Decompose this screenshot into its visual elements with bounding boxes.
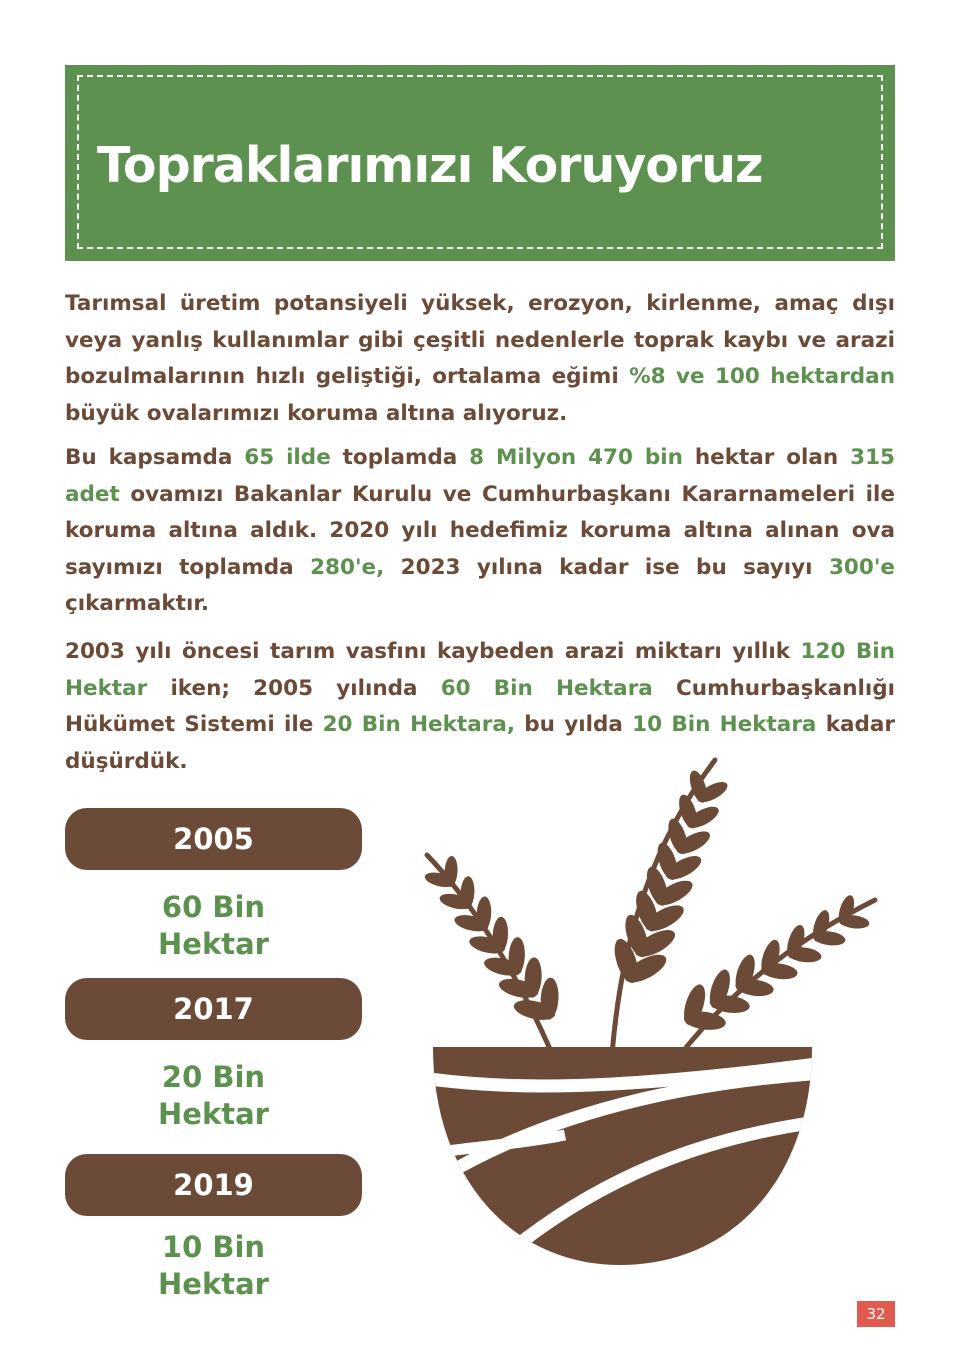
body-text-segment: iken; 2005 yılında [147,675,441,701]
amount-2005-value: 60 Bin [161,890,266,924]
highlight-text: %8 ve 100 hektardan [629,364,896,390]
year-badge-2017: 2017 [65,978,362,1040]
highlight-text: 300'e [828,554,895,580]
amount-2005-unit: Hektar [158,927,269,961]
page-number: 32 [857,1301,895,1327]
body-text-segment: Cumhurbaşkanlığı Hükümet Sistemi ile [65,675,895,738]
body-text-segment: toplamda [330,445,470,470]
body-text-segment: bu yılda [515,712,633,738]
body-text-segment: Tarımsal üretim potansiyeli yüksek, erozyon, kirlenme, amaç dışı veya yanlış kullanımlar gibi çeşitli nedenlerle toprak kaybı ve arazi bozulmalarının hızlı geliştiği, ortalama eğimi [65,291,895,390]
amount-2017-unit: Hektar [158,1097,269,1131]
highlight-text: 10 Bin Hektara [632,712,817,738]
amount-2017 [65,1059,362,1133]
amount-2019-unit: Hektar [158,1267,269,1301]
highlight-text: 65 ilde [244,445,331,470]
body-text-segment: çıkarmaktır. [65,591,210,617]
title-banner [65,65,895,261]
body-text-segment: kadar düşürdük. [65,712,896,774]
field-bowl [415,1040,885,1275]
body-text-segment: büyük ovalarımızı koruma altına alıyoruz. [65,400,568,426]
highlight-text: 60 Bin Hektara [440,675,653,701]
wheat-field-icon [415,755,885,1275]
highlight-text: 120 Bin Hektar [65,639,895,701]
body-text-segment: ovamızı Bakanlar Kurulu ve Cumhurbaşkanı Kararnameleri ile koruma altına aldık. 2020 yılı hedefimiz koruma altına alınan ova sayımızı toplamda [65,481,895,580]
body-text-segment: 2003 yılı öncesi tarım vasfını kaybeden arazi miktarı yıllık [65,639,801,664]
page-title: Topraklarımızı Koruyoruz [97,137,763,194]
amount-2005 [65,889,362,963]
amount-2017-value: 20 Bin [161,1060,266,1094]
paragraph-2 [65,440,895,623]
amount-2019 [65,1229,362,1303]
wheat-grains [423,768,870,1032]
body-text-segment: 2023 yılına kadar ise bu sayıyı [384,554,829,580]
highlight-text: 8 Milyon 470 bin [469,445,683,470]
highlight-text: 315 adet [65,445,895,507]
amount-2019-value: 10 Bin [161,1230,266,1264]
highlight-text: 20 Bin Hektara, [322,712,516,738]
year-badge-2005: 2005 [65,808,362,870]
body-text-segment: hektar olan [682,445,851,470]
highlight-text: 280'e, [310,554,385,580]
body-text-segment: Bu kapsamda [65,445,245,470]
paragraph-1 [65,286,895,432]
year-badge-2019: 2019 [65,1154,362,1216]
